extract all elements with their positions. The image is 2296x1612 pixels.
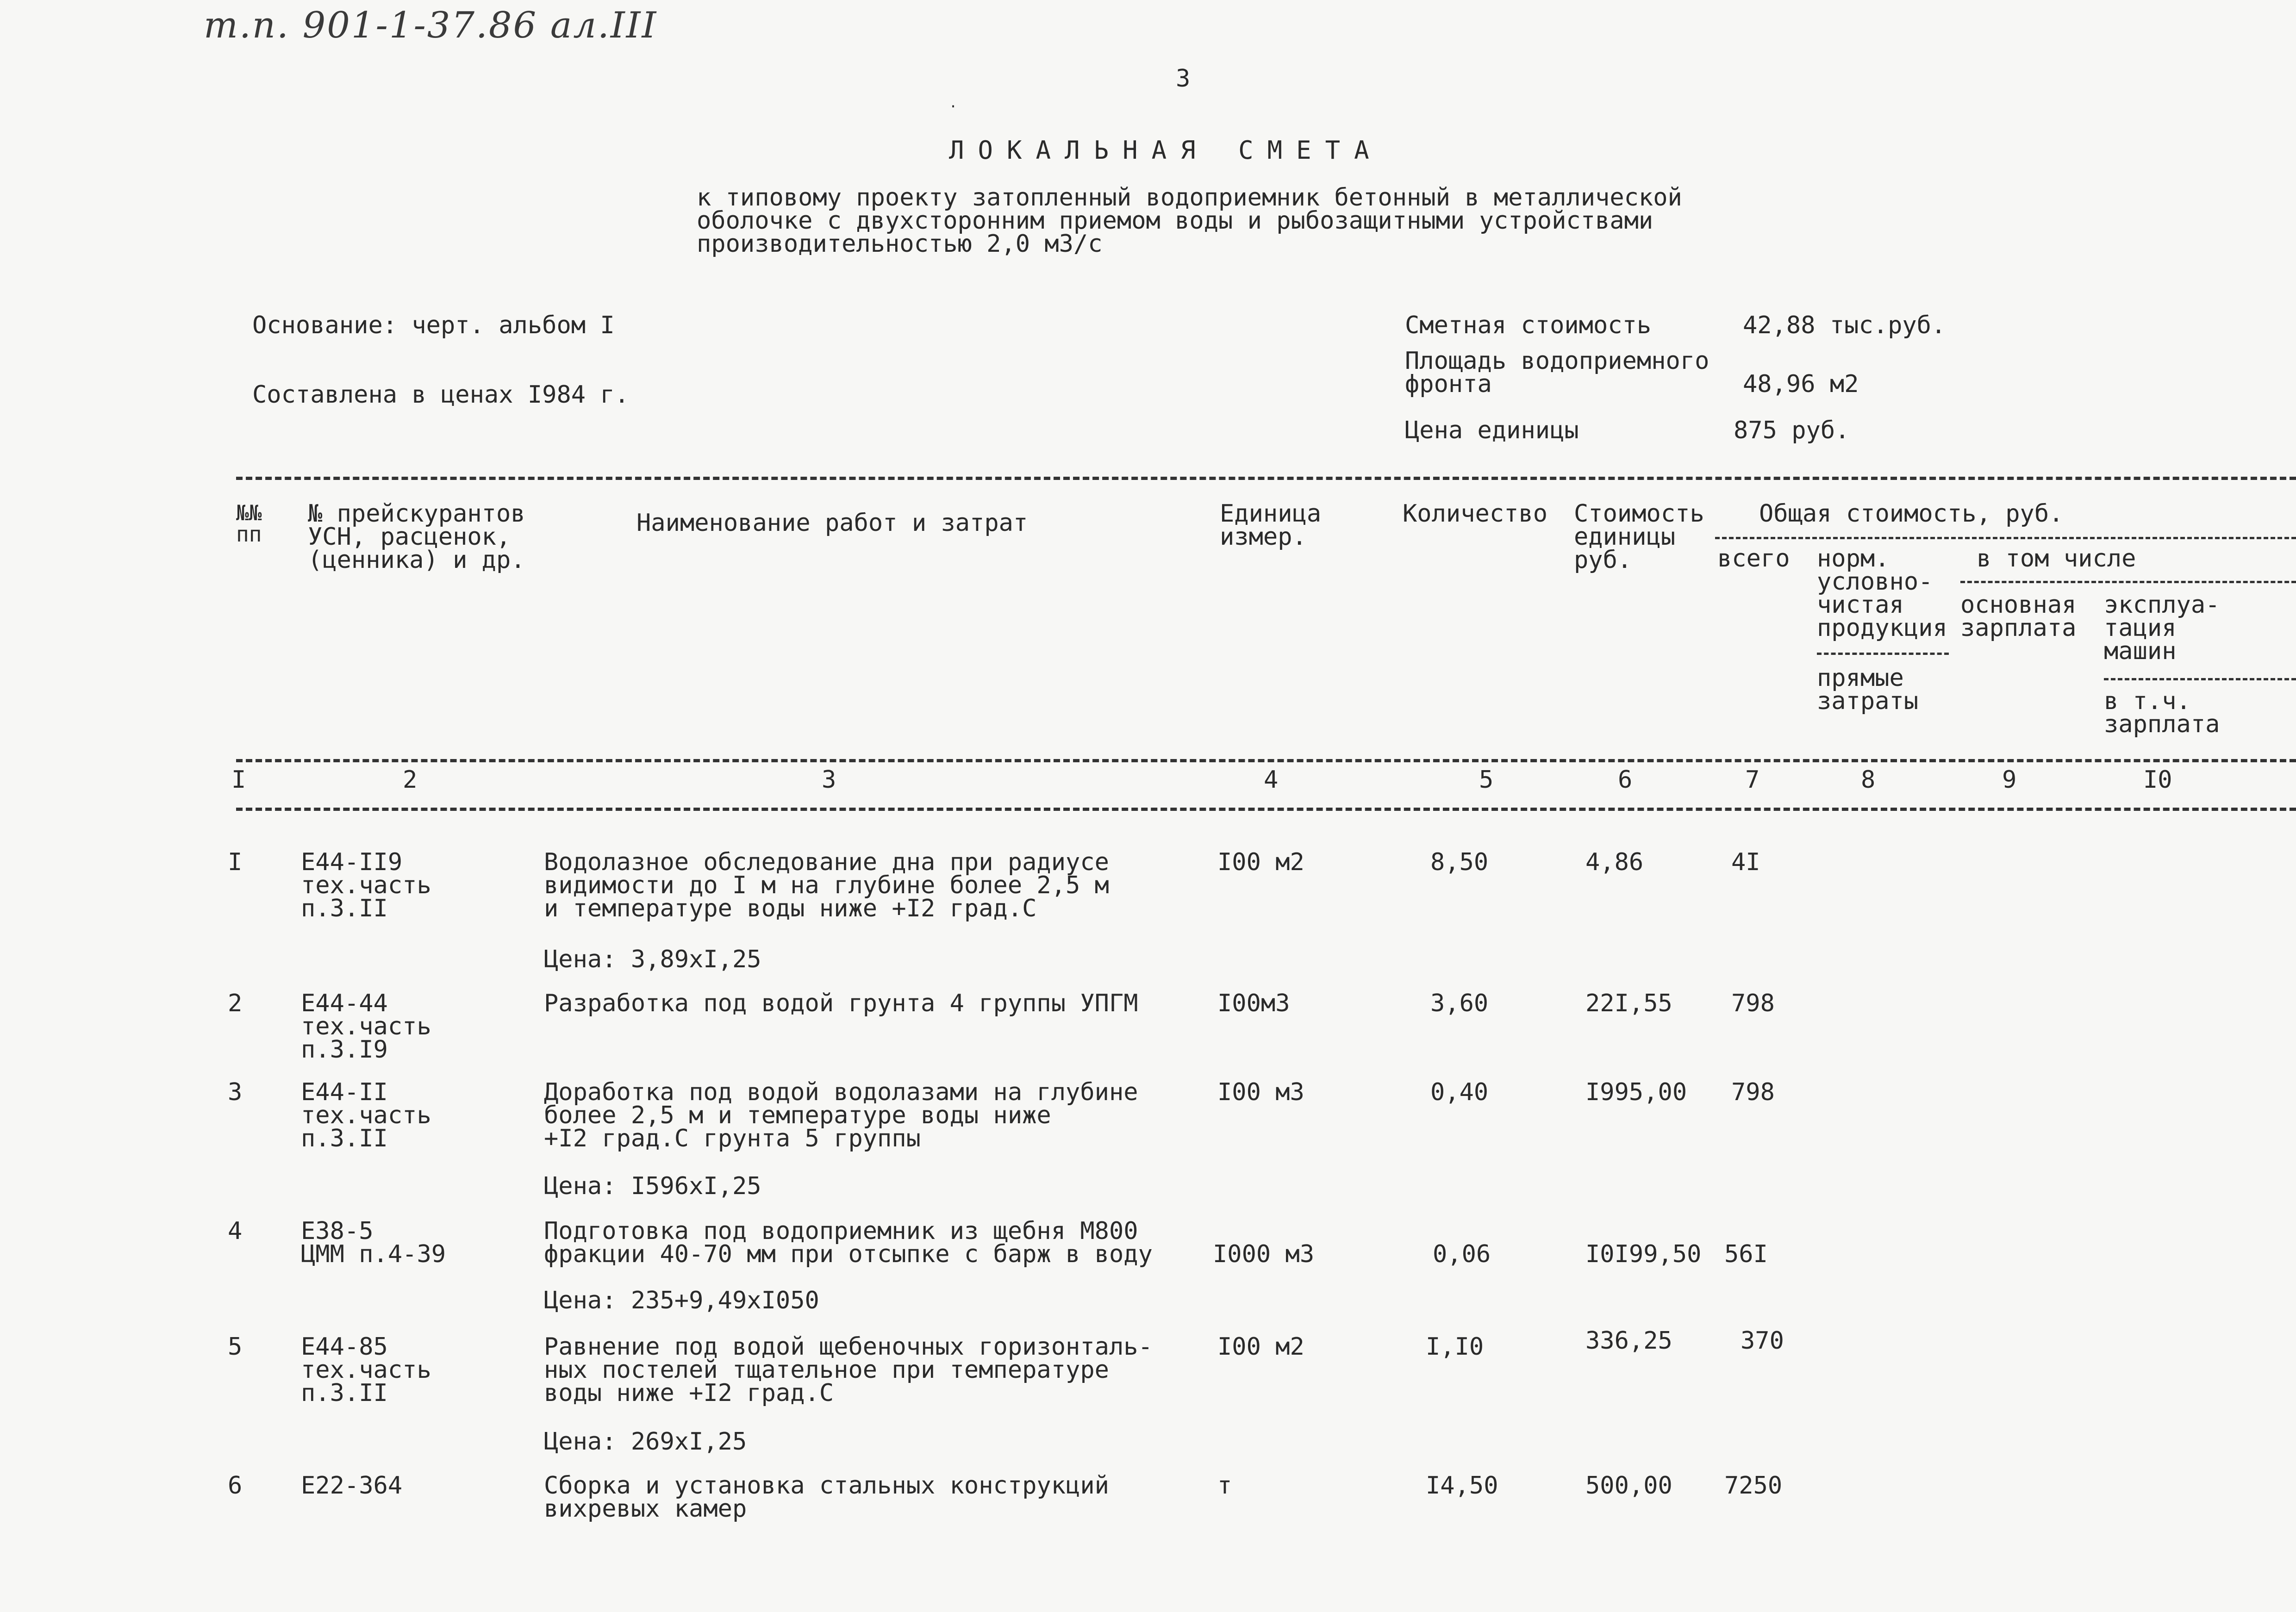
row-unit-cost: 336,25 xyxy=(1585,1327,1672,1355)
col-number-7: 7 xyxy=(1745,766,1760,794)
row-code: Е22-364 xyxy=(301,1472,403,1500)
col-number-8: 8 xyxy=(1861,766,1876,794)
col-number-3: 3 xyxy=(822,766,836,794)
handwritten-reference: т.п. 901-1-37.86 ал.III xyxy=(204,5,658,46)
compiled-text: Составлена в ценах I984 г. xyxy=(252,381,629,409)
unit-price-value: 875 руб. xyxy=(1734,417,1850,444)
row-quantity: I,I0 xyxy=(1426,1333,1484,1361)
estimated-cost-value: 42,88 тыс.руб. xyxy=(1743,311,1946,339)
row-quantity: 0,40 xyxy=(1430,1078,1489,1106)
page-dot: . xyxy=(949,95,958,111)
row-quantity: I4,50 xyxy=(1426,1472,1498,1500)
area-label-2: фронта xyxy=(1405,370,1492,398)
row-unit: I00м3 xyxy=(1217,990,1290,1017)
row-quantity: 3,60 xyxy=(1430,990,1489,1017)
header-top-rule xyxy=(236,477,2296,480)
header-col2: № прейскурантов УСН, расценок, (ценника) и др. xyxy=(308,500,525,574)
header-total-cost: Общая стоимость, руб. xyxy=(1759,500,2064,528)
row-price-note: Цена: I596хI,25 xyxy=(544,1172,761,1200)
row-price-note: Цена: 235+9,49хI050 xyxy=(544,1287,819,1314)
page-number: 3 xyxy=(1176,65,1191,93)
header-col10-top: эксплуа- тация машин xyxy=(2104,591,2220,665)
row-work-name: Разработка под водой грунта 4 группы УПГМ xyxy=(544,990,1138,1017)
header-col1: №№ пп xyxy=(236,500,262,547)
col-number-10: I0 xyxy=(2143,766,2172,794)
header-total: всего xyxy=(1717,545,1790,573)
row-code: Е44-II9 тех.часть п.3.II xyxy=(301,848,431,922)
header-col3: Наименование работ и затрат xyxy=(636,509,1028,537)
header-rule-total xyxy=(1715,537,2296,539)
col-number-6: 6 xyxy=(1618,766,1633,794)
header-col9: основная зарплата xyxy=(1960,591,2077,642)
header-col10-bottom: в т.ч. зарплата xyxy=(2104,687,2220,738)
row-price-note: Цена: 3,89хI,25 xyxy=(544,946,761,973)
row-work-name: Равнение под водой щебеночных горизонталь- ных постелей тщательное при температуре воды ниже +I2 град.С xyxy=(544,1333,1153,1407)
col-number-5: 5 xyxy=(1479,766,1494,794)
header-col5: Количество xyxy=(1403,500,1548,528)
row-code: Е44-85 тех.часть п.3.II xyxy=(301,1333,431,1407)
row-unit: I000 м3 xyxy=(1213,1240,1315,1268)
row-total: 4I xyxy=(1731,848,1760,876)
row-unit: I00 м3 xyxy=(1217,1078,1304,1106)
header-col8-top: норм. условно- чистая продукция xyxy=(1817,545,1947,642)
header-rule-col10 xyxy=(2104,678,2296,680)
row-unit-cost: 500,00 xyxy=(1585,1472,1672,1500)
header-col6: Стоимость единицы руб. xyxy=(1574,500,1704,574)
header-rule-incl xyxy=(1960,581,2296,583)
col-number-9: 9 xyxy=(2002,766,2017,794)
row-quantity: 0,06 xyxy=(1433,1240,1491,1268)
subtitle-line-2: оболочке с двухсторонним приемом воды и рыбозащитными устройствами xyxy=(697,207,1653,235)
header-col8-bottom: прямые затраты xyxy=(1817,664,1919,715)
row-code: Е38-5 ЦММ п.4-39 xyxy=(301,1217,446,1268)
row-price-note: Цена: 269хI,25 xyxy=(544,1428,747,1456)
col-number-4: 4 xyxy=(1264,766,1279,794)
row-total: 56I xyxy=(1724,1240,1768,1268)
row-total: 370 xyxy=(1741,1327,1784,1355)
subtitle-line-1: к типовому проекту затопленный водоприемник бетонный в металлической xyxy=(697,184,1682,212)
row-unit-cost: I0I99,50 xyxy=(1585,1240,1702,1268)
row-quantity: 8,50 xyxy=(1430,848,1489,876)
row-number: 3 xyxy=(228,1078,243,1106)
row-work-name: Водолазное обследование дна при радиусе видимости до I м на глубине более 2,5 м и температуре воды ниже +I2 град.С xyxy=(544,848,1109,922)
row-unit-cost: 4,86 xyxy=(1585,848,1644,876)
header-numbers-top-rule xyxy=(236,759,2296,762)
row-work-name: Сборка и установка стальных конструкций вихревых камер xyxy=(544,1472,1109,1523)
header-col4: Единица измер. xyxy=(1220,500,1322,551)
unit-price-label: Цена единицы xyxy=(1405,417,1579,444)
row-unit-cost: 22I,55 xyxy=(1585,990,1672,1017)
row-code: Е44-II тех.часть п.3.II xyxy=(301,1078,431,1152)
row-number: 2 xyxy=(228,990,243,1017)
row-total: 798 xyxy=(1731,990,1775,1017)
area-label-1: Площадь водоприемного xyxy=(1405,347,1710,375)
row-unit: I00 м2 xyxy=(1217,848,1304,876)
estimated-cost-label: Сметная стоимость xyxy=(1405,311,1652,339)
header-incl: в том числе xyxy=(1977,545,2136,573)
header-numbers-bottom-rule xyxy=(236,808,2296,811)
col-number-1: I xyxy=(231,766,246,794)
row-unit-cost: I995,00 xyxy=(1585,1078,1687,1106)
subtitle-line-3: производительностью 2,0 м3/с xyxy=(697,230,1103,258)
row-number: I xyxy=(228,848,243,876)
basis-text: Основание: черт. альбом I xyxy=(252,311,615,339)
col-number-2: 2 xyxy=(403,766,418,794)
area-value: 48,96 м2 xyxy=(1743,370,1859,398)
row-total: 798 xyxy=(1731,1078,1775,1106)
document-title: ЛОКАЛЬНАЯ СМЕТА xyxy=(949,136,1383,165)
row-work-name: Подготовка под водоприемник из щебня М800 фракции 40-70 мм при отсыпке с барж в воду xyxy=(544,1217,1153,1268)
row-code: Е44-44 тех.часть п.3.I9 xyxy=(301,990,431,1064)
header-rule-col8 xyxy=(1817,653,1949,655)
row-work-name: Доработка под водой водолазами на глубине более 2,5 м и температуре воды ниже +I2 град.С грунта 5 группы xyxy=(544,1078,1138,1152)
row-unit: I00 м2 xyxy=(1217,1333,1304,1361)
row-number: 6 xyxy=(228,1472,243,1500)
row-total: 7250 xyxy=(1724,1472,1783,1500)
row-number: 4 xyxy=(228,1217,243,1245)
row-number: 5 xyxy=(228,1333,243,1361)
row-unit: т xyxy=(1217,1472,1232,1500)
